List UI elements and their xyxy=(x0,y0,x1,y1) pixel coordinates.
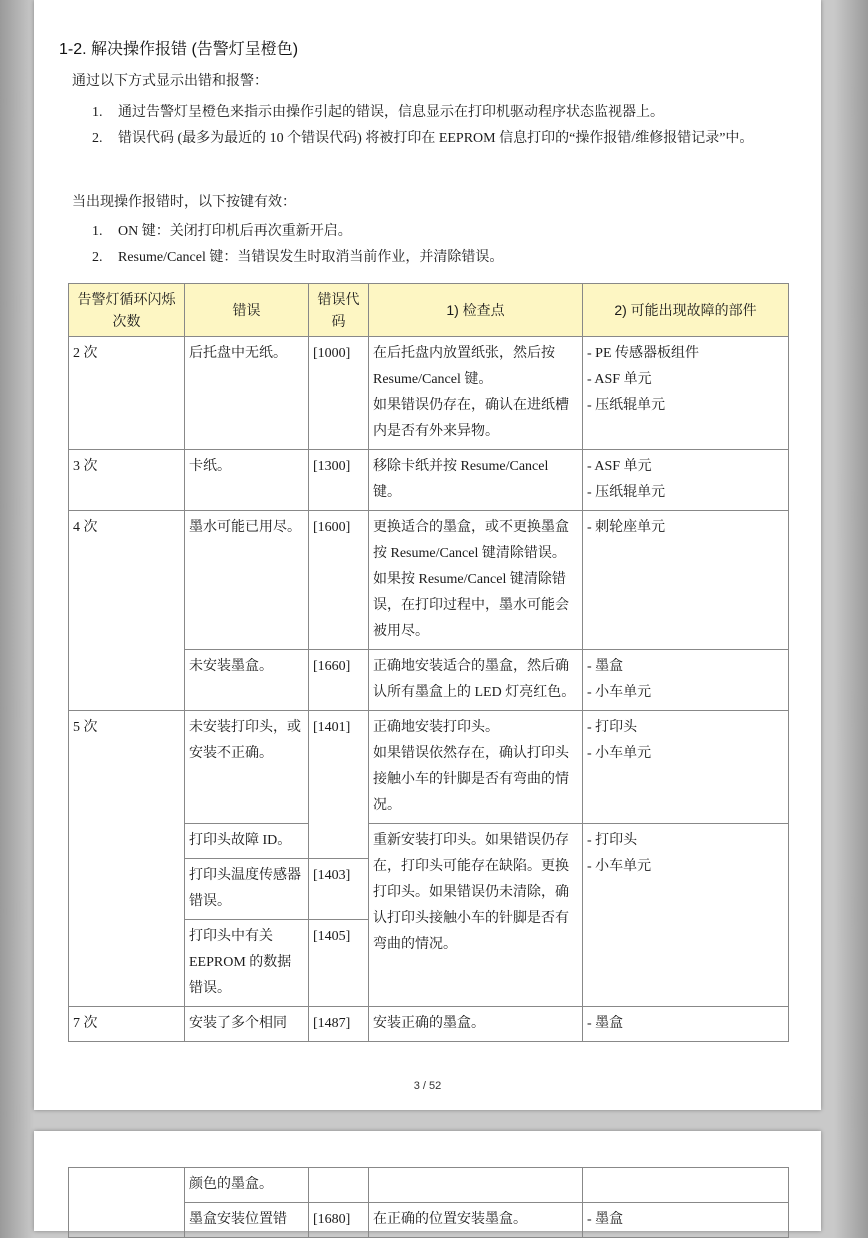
cell-checkpoint: 在正确的位置安装墨盒。 xyxy=(369,1203,583,1238)
cell-error: 墨盒安装位置错 xyxy=(185,1203,309,1238)
cell-parts xyxy=(583,1168,789,1203)
cell-parts: - 刺轮座单元 xyxy=(583,511,789,650)
cell-parts: - 墨盒 - 小车单元 xyxy=(583,650,789,711)
cell-blinks xyxy=(69,1168,185,1238)
cell-checkpoint: 安装正确的墨盒。 xyxy=(369,1007,583,1042)
table-row xyxy=(69,1007,789,1042)
cell-error: 打印头故障 ID。 xyxy=(185,824,309,859)
document-page-3 xyxy=(34,0,821,1110)
cell-parts: - 墨盒 xyxy=(583,1007,789,1042)
list-item: 2. Resume/Cancel 键：当错误发生时取消当前作业，并清除错误。 xyxy=(92,250,504,265)
page-number: 3 / 52 xyxy=(413,1080,442,1092)
cell-code: [1680] xyxy=(309,1203,369,1238)
display-methods-list xyxy=(92,100,802,152)
cell-code: [1405] xyxy=(309,920,369,1007)
cell-blinks: 5 次 xyxy=(69,711,185,1007)
cell-checkpoint: 正确地安装适合的墨盒，然后确认所有墨盒上的 LED 灯亮红色。 xyxy=(369,650,583,711)
cell-error: 未安装墨盒。 xyxy=(185,650,309,711)
header-parts: 2) 可能出现故障的部件 xyxy=(583,284,789,337)
cell-code: [1401] xyxy=(309,711,369,859)
cell-blinks: 4 次 xyxy=(69,511,185,711)
table-row xyxy=(69,450,789,511)
cell-error: 卡纸。 xyxy=(185,450,309,511)
table-row xyxy=(69,511,789,650)
document-page-4 xyxy=(34,1131,821,1231)
cell-checkpoint: 正确地安装打印头。 如果错误依然存在，确认打印头接触小车的针脚是否有弯曲的情况。 xyxy=(369,711,583,824)
cell-error: 墨水可能已用尽。 xyxy=(185,511,309,650)
cell-parts: - PE 传感器板组件 - ASF 单元 - 压纸辊单元 xyxy=(583,337,789,450)
header-error: 错误 xyxy=(185,284,309,337)
header-code: 错误代码 xyxy=(309,284,369,337)
cell-blinks: 3 次 xyxy=(69,450,185,511)
cell-code: [1403] xyxy=(309,859,369,920)
cell-code: [1487] xyxy=(309,1007,369,1042)
cell-error: 打印头温度传感器错误。 xyxy=(185,859,309,920)
cell-code: [1660] xyxy=(309,650,369,711)
cell-parts: - 打印头 - 小车单元 xyxy=(583,711,789,824)
cell-blinks: 2 次 xyxy=(69,337,185,450)
list-item: 1. ON 键：关闭打印机后再次重新开启。 xyxy=(92,224,352,239)
table-row xyxy=(69,337,789,450)
error-table-continued xyxy=(68,1167,789,1238)
cell-error: 打印头中有关 EEPROM 的数据错误。 xyxy=(185,920,309,1007)
cell-parts: - 打印头 - 小车单元 xyxy=(583,824,789,1007)
cell-code: [1600] xyxy=(309,511,369,650)
section-title: 1-2. 解决操作报错 (告警灯呈橙色) xyxy=(59,41,299,58)
keys-intro-text: 当出现操作报错时，以下按键有效： xyxy=(72,195,296,210)
cell-error: 颜色的墨盒。 xyxy=(185,1168,309,1203)
cell-code: [1300] xyxy=(309,450,369,511)
table-row xyxy=(69,1168,789,1203)
cell-checkpoint xyxy=(369,1168,583,1203)
cell-checkpoint: 更换适合的墨盒，或不更换墨盒按 Resume/Cancel 键清除错误。如果按 Resume/Cancel 键清除错误，在打印过程中，墨水可能会被用尽。 xyxy=(369,511,583,650)
cell-parts: - ASF 单元 - 压纸辊单元 xyxy=(583,450,789,511)
cell-code: [1000] xyxy=(309,337,369,450)
cell-blinks: 7 次 xyxy=(69,1007,185,1042)
cell-error: 未安装打印头，或安装不正确。 xyxy=(185,711,309,824)
intro-text: 通过以下方式显示出错和报警： xyxy=(72,74,268,89)
cell-parts: - 墨盒 xyxy=(583,1203,789,1238)
list-item: 1. 通过告警灯呈橙色来指示由操作引起的错误，信息显示在打印机驱动程序状态监视器上。 xyxy=(92,105,664,120)
cell-checkpoint: 在后托盘内放置纸张，然后按 Resume/Cancel 键。 如果错误仍存在，确认在进纸槽内是否有外来异物。 xyxy=(369,337,583,450)
cell-code xyxy=(309,1168,369,1203)
error-table xyxy=(68,283,789,1042)
keys-list xyxy=(92,219,802,271)
cell-error: 后托盘中无纸。 xyxy=(185,337,309,450)
table-row xyxy=(69,711,789,824)
cell-checkpoint: 移除卡纸并按 Resume/Cancel 键。 xyxy=(369,450,583,511)
header-blinks: 告警灯循环闪烁次数 xyxy=(69,284,185,337)
table-header-row xyxy=(69,284,789,337)
header-checkpoint: 1) 检查点 xyxy=(369,284,583,337)
cell-checkpoint: 重新安装打印头。如果错误仍存在，打印头可能存在缺陷。更换打印头。如果错误仍未清除，确认打印头接触小车的针脚是否有弯曲的情况。 xyxy=(369,824,583,1007)
cell-error: 安装了多个相同 xyxy=(185,1007,309,1042)
list-item: 2. 错误代码 (最多为最近的 10 个错误代码) 将被打印在 EEPROM 信息打印的“操作报错/维修报错记录”中。 xyxy=(92,131,754,146)
